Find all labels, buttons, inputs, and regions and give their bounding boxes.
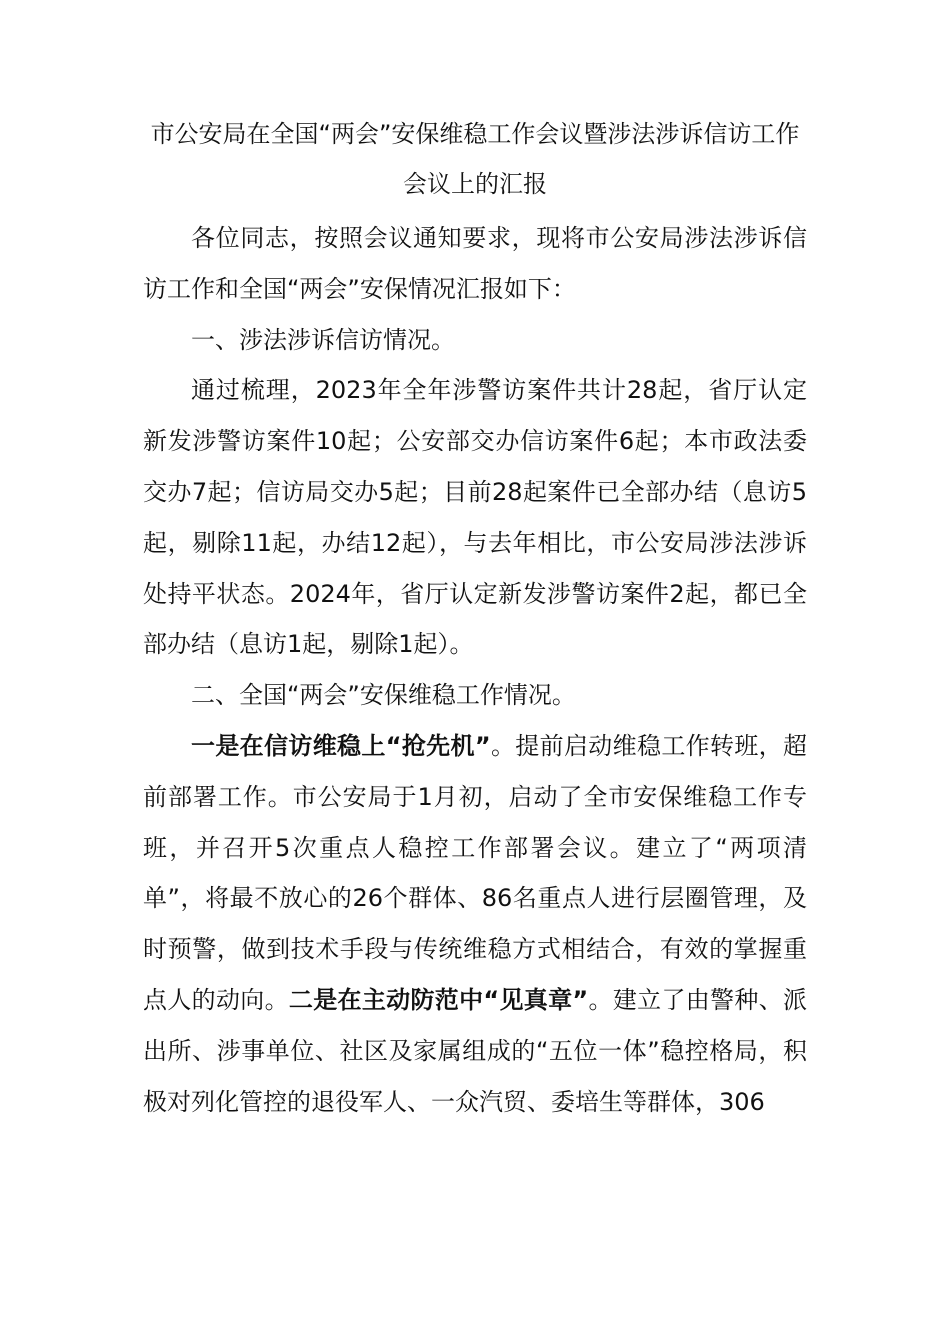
paragraph-security-work xyxy=(143,721,807,1127)
point-2-text: 。建立了由警种、派出所、涉事单位、社区及家属组成的“五位一体”稳控格局，积极对列化管控的退役军人、一众汽贸、委培生等群体，306 xyxy=(143,985,808,1116)
bold-point-1: 一是在信访维稳上“抢先机” xyxy=(191,731,491,760)
bold-point-2: 二是在主动防范中“见真章” xyxy=(288,985,589,1014)
section-heading-1: 一、涉法涉诉信访情况。 xyxy=(191,325,455,354)
point-1-text: 。提前启动维稳工作转班，超前部署工作。市公安局于1月初，启动了全市安保维稳工作专班，并召开5次重点人稳控工作部署会议。建立了“两项清单”，将最不放心的26个群体、86名重点人进行层圈管理，及时预警，做到技术手段与传统维稳方式相结合，有效的掌握重点人的动向。 xyxy=(143,731,808,1014)
document-body xyxy=(143,213,807,1127)
paragraph-intro: 各位同志，按照会议通知要求，现将市公安局涉法涉诉信访工作和全国“两会”安保情况汇报如下： xyxy=(143,224,807,303)
section-heading-2: 二、全国“两会”安保维稳工作情况。 xyxy=(191,681,576,710)
document-title: 市公安局在全国“两会”安保维稳工作会议暨涉法涉诉信访工作会议上的汇报 xyxy=(150,120,800,198)
paragraph-petition-stats: 通过梳理，2023年全年涉警访案件共计28起，省厅认定新发涉警访案件10起；公安部交办信访案件6起；本市政法委交办7起；信访局交办5起；目前28起案件已全部办结（息访5起，剔除11起，办结12起），与去年相比，市公安局涉法涉诉处持平状态。2024年，省厅认定新发涉警访案件2起，都已全部办结（息访1起，剔除1起）。 xyxy=(143,376,807,659)
